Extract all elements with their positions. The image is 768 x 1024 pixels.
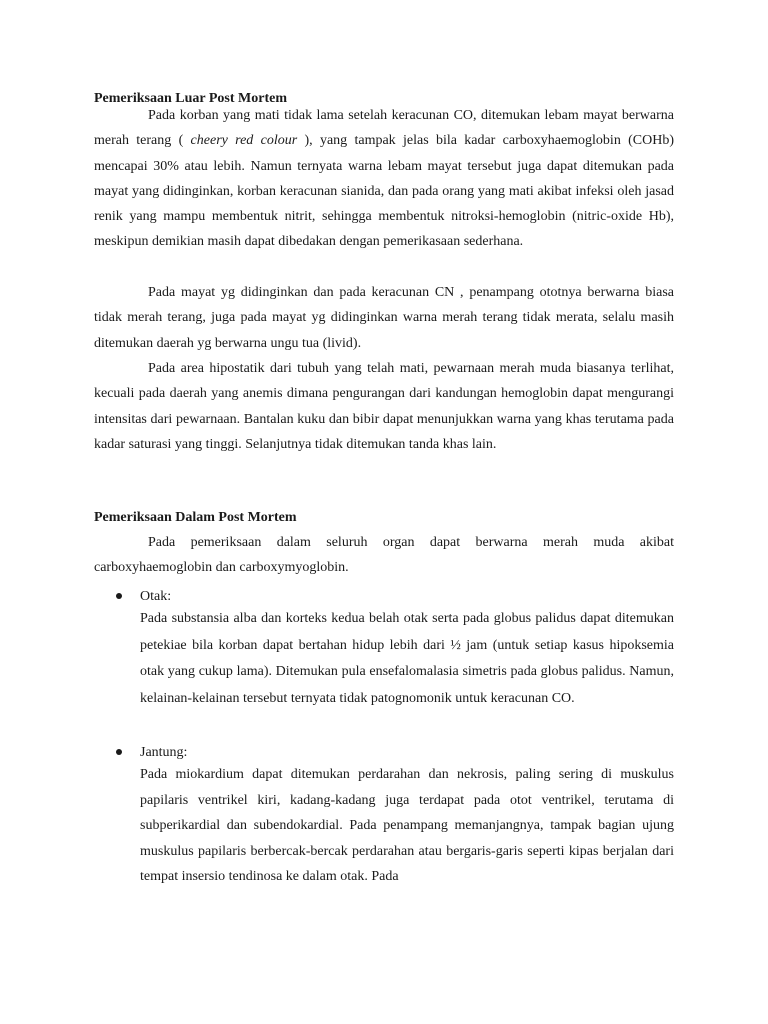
cheery-red-colour-term: cheery red colour <box>190 133 298 149</box>
section-heading-dalam: Pemeriksaan Dalam Post Mortem <box>94 510 297 525</box>
item-label-jantung: Jantung: <box>140 745 188 760</box>
item-label-otak: Otak: <box>140 589 172 604</box>
section-heading-luar: Pemeriksaan Luar Post Mortem <box>94 91 287 106</box>
paragraph-luar-1 <box>94 103 674 255</box>
item-text-jantung: Pada miokardium dapat ditemukan perdarahan dan nekrosis, paling sering di muskulus papilaris ventrikel kiri, kadang-kadang juga terdapat pada otot ventrikel, terutama di subperikardial dan subendokardial. Pada penampang memanjangnya, tampak bagian ujung muskulus papilaris berbercak-bercak perdarahan atau bergaris-garis seperti kipas berjalan dari tempat insersio tendinosa ke dalam otak. Pada <box>140 767 674 885</box>
paragraph-luar-2: Pada mayat yg didinginkan dan pada keracunan CN , penampang ototnya berwarna biasa tidak merah terang, juga pada mayat yg didinginkan warna merah terang tidak merata, selalu masih ditemukan daerah yg berwarna ungu tua (livid). <box>94 285 674 351</box>
paragraph-luar-1-start: Pada korban yang mati tidak lama setelah keracunan CO, ditemukan lebam mayat berwarna merah terang ( <box>94 108 674 149</box>
paragraph-luar-1-end: ), yang tampak jelas bila kadar carboxyhaemoglobin (COHb) mencapai 30% atau lebih. Namun ternyata warna lebam mayat tersebut juga dapat ditemukan pada mayat yang didinginkan, korban keracunan sianida, dan pada orang yang mati akibat infeksi oleh jasad renik yang mampu membentuk nitrit, sehingga membentuk nitroksi-hemoglobin (nitric-oxide Hb), meskipun demikian masih dapat dibedakan dengan pemerikasaan sederhana. <box>94 133 675 250</box>
bullet-icon <box>114 591 124 601</box>
item-text-otak: Pada substansia alba dan korteks kedua belah otak serta pada globus palidus dapat ditemukan petekiae bila korban dapat bertahan hidup lebih dari ½ jam (untuk setiap kasus hipoksemia otak yang cukup lama). Ditemukan pula ensefalomalasia simetris pada globus palidus. Namun, kelainan-kelainan tersebut ternyata tidak patognomonik untuk keracunan CO. <box>140 611 674 706</box>
paragraph-luar-3: Pada area hipostatik dari tubuh yang telah mati, pewarnaan merah muda biasanya terlihat, kecuali pada daerah yang anemis dimana pengurangan dari kandungan hemoglobin dapat mengurangi intensitas dari pewarnaan. Bantalan kuku dan bibir dapat menunjukkan warna yang khas terutama pada kadar saturasi yang tinggi. Selanjutnya tidak ditemukan tanda khas lain. <box>94 361 674 452</box>
paragraph-dalam-intro: Pada pemeriksaan dalam seluruh organ dapat berwarna merah muda akibat carboxyhaemoglobin dan carboxymyoglobin. <box>94 535 674 576</box>
bullet-icon <box>114 747 124 757</box>
